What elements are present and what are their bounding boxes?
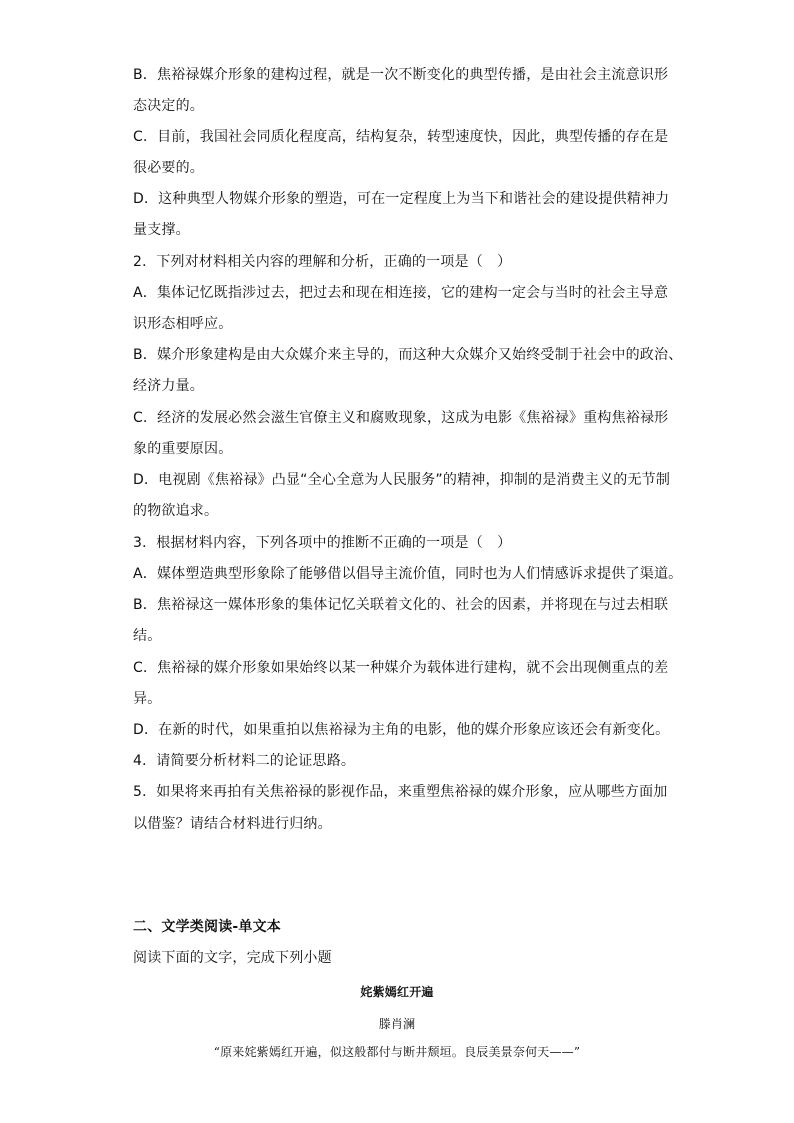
option-c-line-1: C．目前，我国社会同质化程度高，结构复杂，转型速度快，因此，典型传播的存在是 — [133, 129, 669, 145]
option-c-line-2: 很必要的。 — [133, 160, 204, 176]
story-title: 姹紫嫣红开遍 — [360, 985, 434, 999]
section-title: 二、文学类阅读-单文本 — [133, 919, 282, 935]
story-author: 滕肖澜 — [378, 1017, 416, 1031]
q3-option-a: A．媒体塑造典型形象除了能够借以倡导主流价值，同时也为人们情感诉求提供了渠道。 — [133, 566, 683, 582]
q2-option-a-line-1: A．集体记忆既指涉过去，把过去和现在相连接，它的建构一定会与当时的社会主导意 — [133, 285, 669, 301]
q2-option-d-line-2: 的物欲追求。 — [133, 503, 219, 519]
section-instruction: 阅读下面的文字，完成下列小题 — [133, 950, 332, 966]
q2-option-c-line-1: C．经济的发展必然会滋生官僚主义和腐败现象，这成为电影《焦裕禄》重构焦裕禄形 — [133, 410, 669, 426]
option-b-line-2: 态决定的。 — [133, 98, 204, 114]
question-4: 4．请简要分析材料二的论证思路。 — [133, 753, 356, 769]
q2-option-a-line-2: 识形态相呼应。 — [133, 316, 233, 332]
story-epigraph: “原来姹紫嫣红开遍，似这般都付与断井颓垣。良辰美景奈何天——” — [213, 1045, 581, 1059]
option-d-line-1: D．这种典型人物媒介形象的塑造，可在一定程度上为当下和谐社会的建设提供精神力 — [133, 191, 670, 207]
option-d-line-2: 量支撑。 — [133, 222, 190, 238]
question-5-line-2: 以借鉴？请结合材料进行归纳。 — [133, 816, 332, 832]
q3-option-b-line-2: 结。 — [133, 628, 162, 644]
q2-option-d-line-1: D．电视剧《焦裕禄》凸显“全心全意为人民服务”的精神，抑制的是消费主义的无节制 — [133, 472, 671, 488]
option-b-line-1: B．焦裕禄媒介形象的建构过程，就是一次不断变化的典型传播，是由社会主流意识形 — [133, 67, 669, 83]
q3-option-d: D．在新的时代，如果重拍以焦裕禄为主角的电影，他的媒介形象应该还会有新变化。 — [133, 722, 670, 738]
question-3: 3．根据材料内容，下列各项中的推断不正确的一项是（ ） — [133, 535, 512, 551]
q2-option-b-line-1: B．媒介形象建构是由大众媒介来主导的，而这种大众媒介又始终受制于社会中的政治、 — [133, 347, 683, 363]
q3-option-c-line-1: C．焦裕禄的媒介形象如果始终以某一种媒介为载体进行建构，就不会出现侧重点的差 — [133, 660, 669, 676]
q3-option-c-line-2: 异。 — [133, 691, 162, 707]
q2-option-c-line-2: 象的重要原因。 — [133, 441, 233, 457]
question-5-line-1: 5．如果将来再拍有关焦裕禄的影视作品，来重塑焦裕禄的媒介形象，应从哪些方面加 — [133, 784, 668, 800]
q2-option-b-line-2: 经济力量。 — [133, 378, 204, 394]
q3-option-b-line-1: B．焦裕禄这一媒体形象的集体记忆关联着文化的、社会的因素，并将现在与过去相联 — [133, 597, 669, 613]
question-2: 2．下列对材料相关内容的理解和分析，正确的一项是（ ） — [133, 254, 512, 270]
